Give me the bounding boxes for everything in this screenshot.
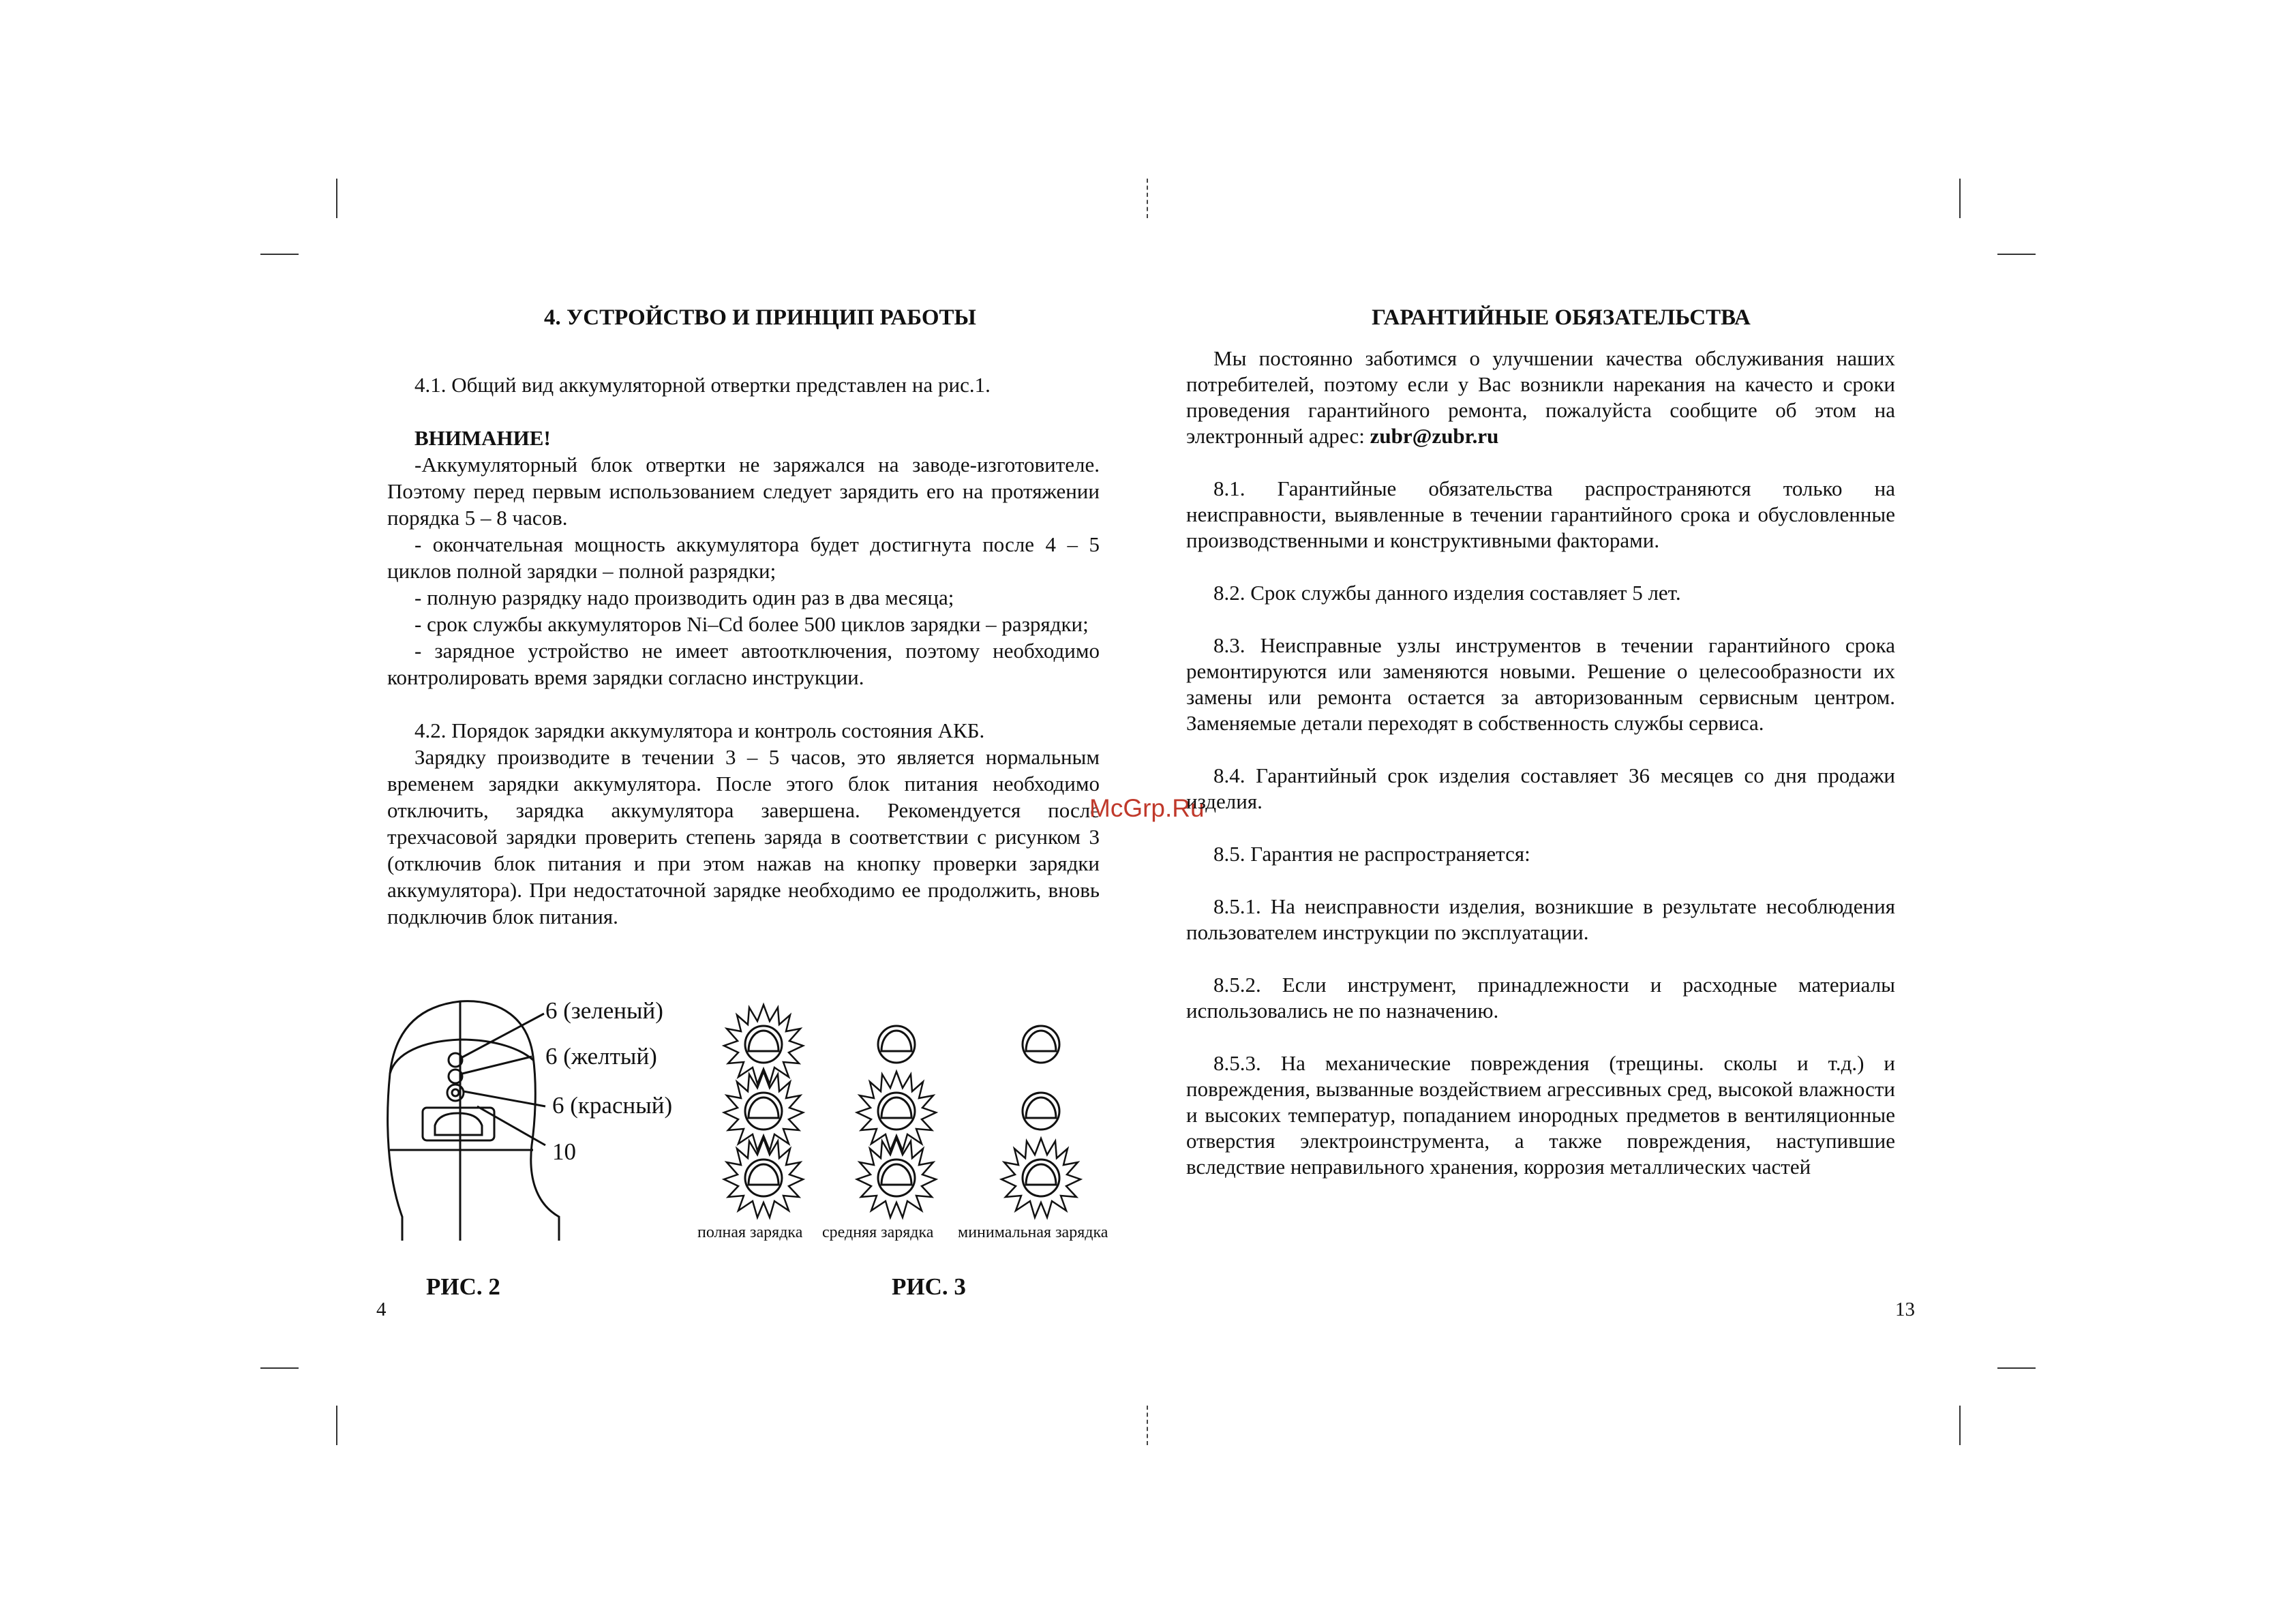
crop-mark [260,1367,299,1369]
clause-8-5: 8.5. Гарантия не распространяется: [1213,842,1530,866]
crop-mark [1959,179,1961,218]
attention-item: - срок службы аккумуляторов Ni–Cd более 500 циклов зарядки – разрядки; [414,612,1089,636]
left-page-number: 4 [376,1299,387,1320]
right-section-title: ГАРАНТИЙНЫЕ ОБЯЗАТЕЛЬСТВА [1372,305,1751,330]
email-link[interactable]: zubr@zubr.ru [1370,424,1499,448]
clause-8-4: 8.4. Гарантийный срок изделия составляет 36 месяцев со дня продажи изделия. [1186,763,1895,813]
fig2-label-red: 6 (красный) [552,1092,673,1119]
attention-heading: ВНИМАНИЕ! [414,426,551,450]
left-text-column [387,372,1100,930]
clause-8-5-1: 8.5.1. На неисправности изделия, возникшие в результате несоблюдения пользователем инструкции по эксплуатации. [1186,894,1895,944]
crop-mark [260,254,299,255]
crop-mark [336,179,337,218]
fig2-label-10: 10 [552,1138,576,1165]
left-section-title: 4. УСТРОЙСТВО И ПРИНЦИП РАБОТЫ [544,305,976,330]
center-crop-mark [1147,179,1148,218]
section-4-2: 4.2. Порядок зарядки аккумулятора и контроль состояния АКБ. [414,718,985,742]
fig3-label-full: полная зарядка [697,1224,803,1241]
fig3-label-minimal: минимальная зарядка [958,1224,1108,1241]
watermark: McGrp.Ru [1089,794,1205,822]
warranty-intro: Мы постоянно заботимся о улучшении качества обслуживания наших потребителей, поэтому если у Вас возникли нарекания на качесто и сроки проведения гарантийного ремонта, пожалуйста сообщите об этом на электронный адрес: [1186,346,1895,448]
clause-8-3: 8.3. Неисправные узлы инструментов в течении гарантийного срока ремонтируются или заменяются новыми. Решение о целесообразности их замены или ремонта остается за авторизованным сервисным центром. Заменяемые детали переходят в собственность службы сервиса. [1186,633,1895,735]
fig3-label-medium: средняя зарядка [822,1224,934,1241]
attention-item: - полную разрядку надо производить один раз в два месяца; [414,586,954,609]
center-crop-mark [1147,1406,1148,1445]
fig2-caption: РИС. 2 [426,1273,500,1300]
fig2-label-green: 6 (зеленый) [545,997,663,1024]
clause-8-1: 8.1. Гарантийные обязательства распространяются только на неисправности, выявленные в течении гарантийного срока и обусловленные производственными и конструктивными факторами. [1186,476,1895,552]
crop-mark [336,1406,337,1445]
fig2-drawing [375,992,607,1258]
section-4-2-body: Зарядку производите в течении 3 – 5 часов, это является нормальным временем зарядки аккумулятора. После этого блок питания необходимо отключить, зарядка аккумулятора завершена. Рекомендуется после трехчасовой зарядки проверить степень заряда в соответствии с рисунком 3 (отключив блок питания и при этом нажав на кнопку проверки зарядки аккумулятора). При недостаточной зарядке необходимо ее продолжить, вновь подключив блок питания. [387,745,1100,928]
fig2-label-yellow: 6 (желтый) [545,1043,657,1070]
crop-mark [1959,1406,1961,1445]
section-4-1: 4.1. Общий вид аккумуляторной отвертки представлен на рис.1. [414,373,991,397]
attention-item: -Аккумуляторный блок отвертки не заряжался на заводе-изготовителе. Поэтому перед первым использованием следует зарядить его на протяжении порядка 5 – 8 часов. [387,453,1100,530]
fig3-drawing [706,1002,1135,1220]
right-text-column [1186,346,1895,1180]
clause-8-5-3: 8.5.3. На механические повреждения (трещины. сколы и т.д.) и повреждения, вызванные воздействием агрессивных сред, высокой влажности и высоких температур, попаданием инородных предметов в вентиляционные отверстия электроинструмента, а также повреждения, наступившие вследствие неправильного хранения, коррозия металлических частей [1186,1051,1895,1179]
attention-item: - окончательная мощность аккумулятора будет достигнута после 4 – 5 циклов полной зарядки – полной разрядки; [387,532,1100,583]
clause-8-5-2: 8.5.2. Если инструмент, принадлежности и расходные материалы использовались не по назначению. [1186,973,1895,1022]
crop-mark [1997,254,2036,255]
crop-mark [1997,1367,2036,1369]
fig3-caption: РИС. 3 [892,1273,966,1300]
right-page-number: 13 [1895,1299,1915,1320]
clause-8-2: 8.2. Срок службы данного изделия составляет 5 лет. [1213,581,1681,605]
attention-item: - зарядное устройство не имеет автоотключения, поэтому необходимо контролировать время зарядки согласно инструкции. [387,639,1100,689]
